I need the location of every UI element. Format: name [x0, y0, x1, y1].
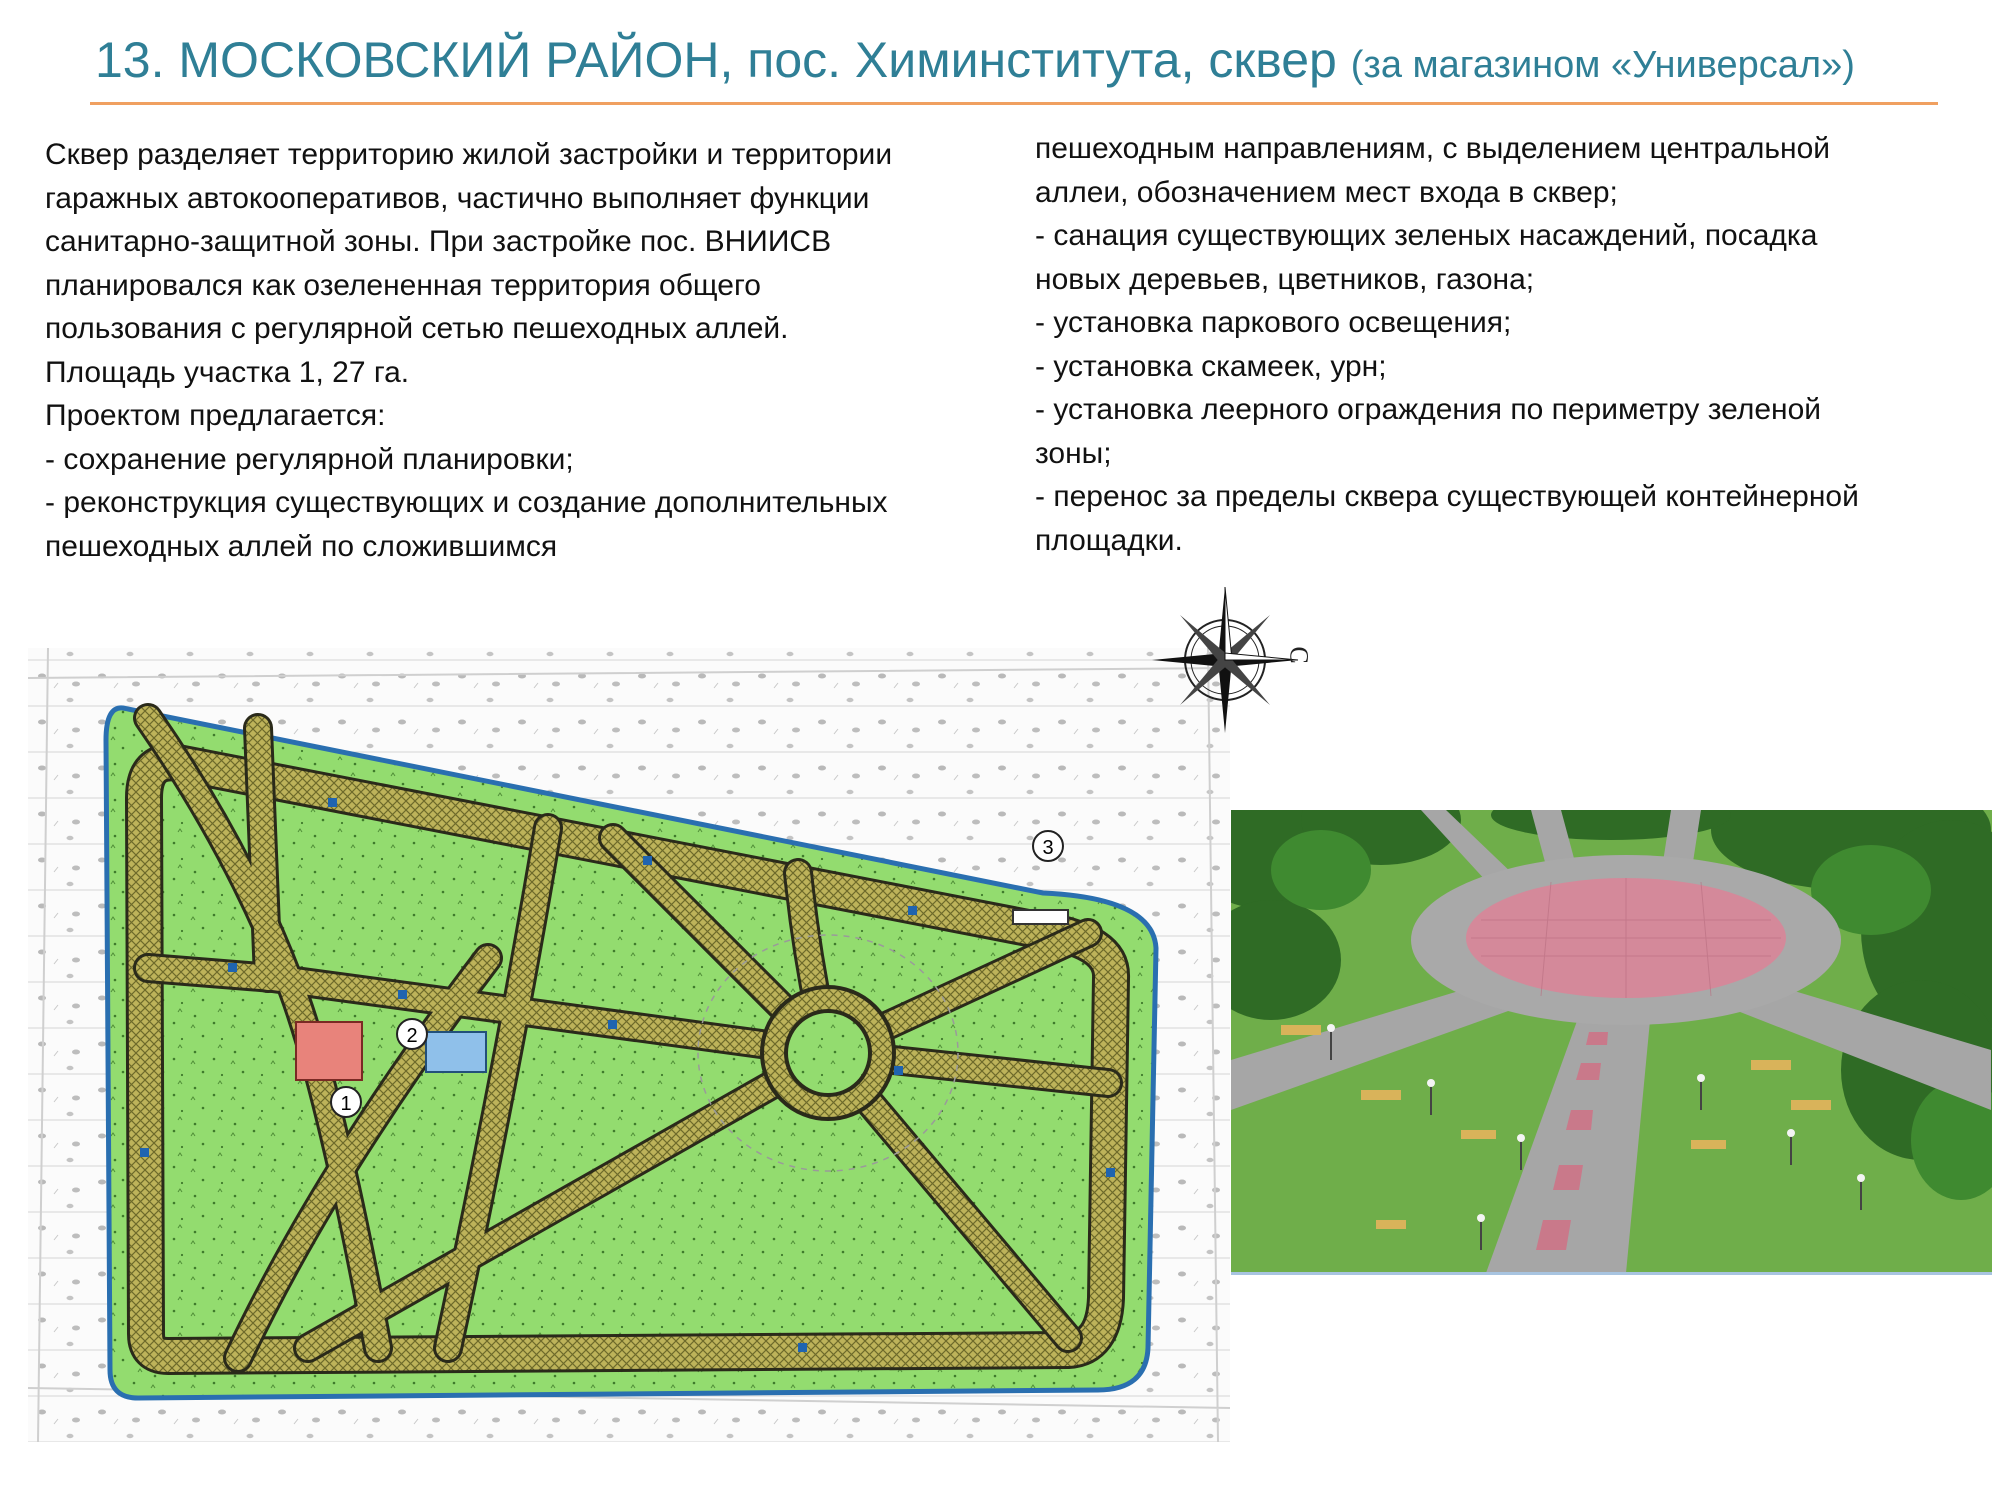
text-line: площадки. — [1035, 523, 1183, 557]
render-caption-rule — [1231, 1272, 1992, 1275]
text-line: - установка леерного ограждения по периметру зеленой — [1035, 393, 1822, 426]
description-left-column — [45, 133, 1005, 568]
park-3d-render-image — [1231, 810, 1992, 1273]
compass-rose-icon — [1150, 585, 1300, 735]
text-line: Сквер разделяет территорию жилой застройки и территории — [45, 138, 893, 171]
container-site — [426, 1032, 486, 1072]
page-title — [95, 28, 1955, 97]
compass-north-label: С — [1284, 646, 1314, 664]
marker-3 — [1033, 831, 1063, 861]
svg-text:3: 3 — [1042, 837, 1054, 859]
text-line: - санация существующих зеленых насаждений, посадка — [1035, 219, 1818, 252]
text-line: гаражных автокооперативов, частично выполняет функции — [45, 181, 870, 215]
marker-2 — [397, 1019, 427, 1049]
roundabout-lawn — [786, 1011, 870, 1095]
title-main: 13. МОСКОВСКИЙ РАЙОН, пос. Химинститута, сквер — [95, 32, 1337, 88]
park-3d-render — [1231, 810, 1992, 1273]
svg-text:2: 2 — [406, 1025, 418, 1047]
description-right-column — [1035, 127, 1955, 562]
site-plan-drawing — [28, 648, 1230, 1442]
text-line: аллеи, обозначением мест входа в сквер; — [1035, 175, 1618, 209]
text-line: - установка паркового освещения; — [1035, 306, 1512, 339]
playground-area — [296, 1022, 362, 1080]
text-line: зоны; — [1035, 436, 1112, 470]
text-line: планировался как озелененная территория общего — [45, 268, 761, 302]
title-divider — [90, 102, 1938, 105]
text-line: пешеходных аллей по сложившимся — [45, 529, 558, 563]
text-line: - установка скамеек, урн; — [1035, 349, 1387, 383]
text-line: новых деревьев, цветников, газона; — [1035, 262, 1535, 296]
text-line: санитарно-защитной зоны. При застройке пос. ВНИИСВ — [45, 225, 832, 258]
text-line: - реконструкция существующих и создание дополнительных — [45, 486, 888, 519]
text-line: - сохранение регулярной планировки; — [45, 442, 574, 476]
text-line: - перенос за пределы сквера существующей контейнерной — [1035, 480, 1859, 513]
text-line: Площадь участка 1, 27 га. — [45, 355, 410, 389]
site-plan — [28, 648, 1230, 1442]
container-site-existing — [1013, 910, 1068, 924]
text-line: Проектом предлагается: — [45, 399, 386, 432]
text-line: пешеходным направлениям, с выделением центральной — [1035, 132, 1831, 165]
title-subtitle: (за магазином «Универсал») — [1350, 44, 1855, 86]
svg-text:1: 1 — [340, 1093, 352, 1115]
text-line: пользования с регулярной сетью пешеходных аллей. — [45, 312, 789, 345]
marker-1 — [331, 1087, 361, 1117]
